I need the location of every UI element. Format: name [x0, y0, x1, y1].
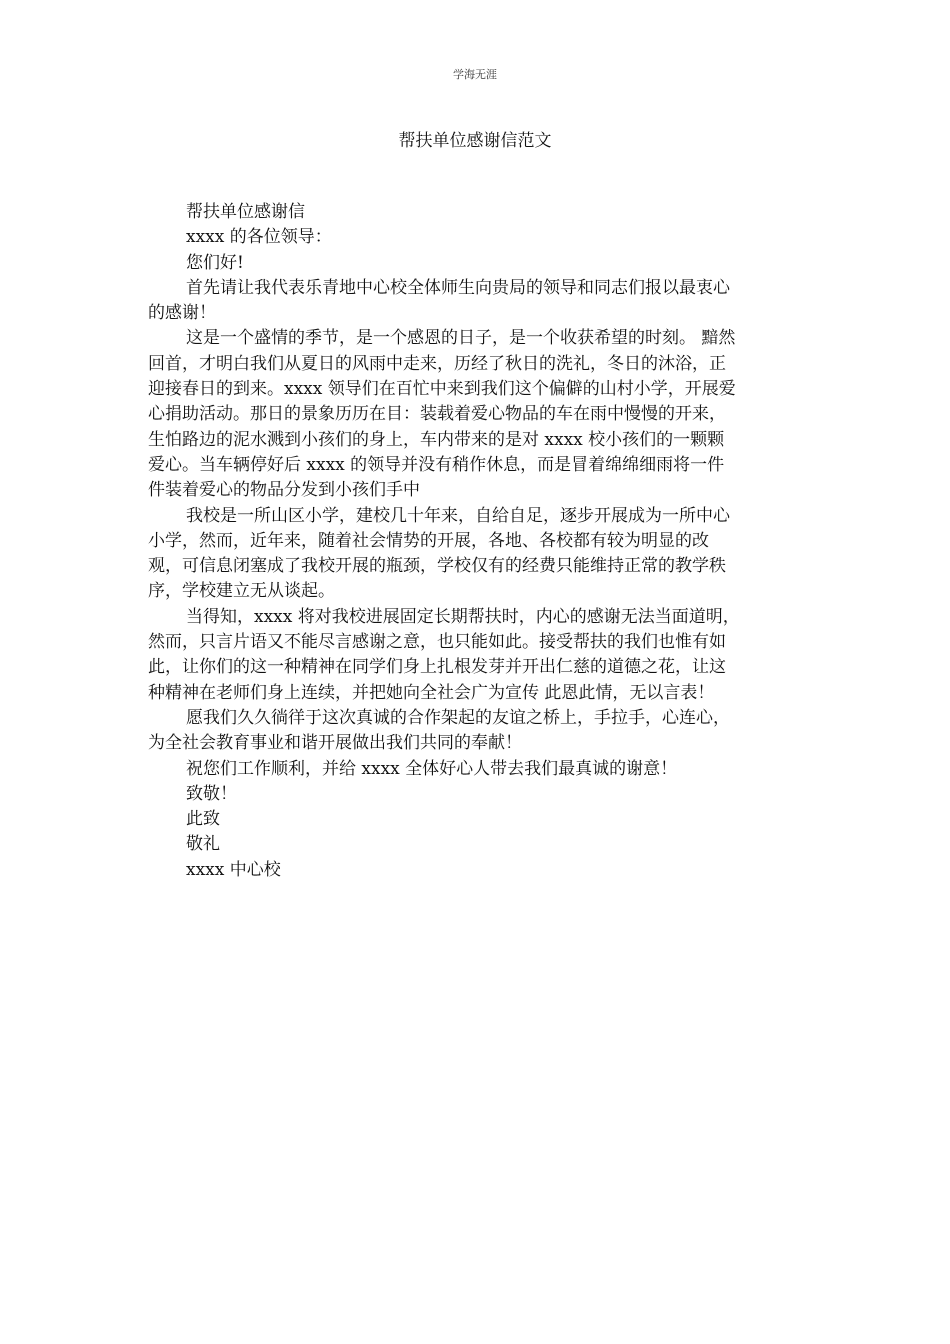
closing-respect: 致敬！ — [186, 783, 237, 804]
paragraph-line: 愿我们久久徜徉于这次真诚的合作架起的友谊之桥上，手拉手，心连心， — [186, 707, 730, 728]
paragraph-line: 迎接春日的到来。xxxx 领导们在百忙中来到我们这个偏僻的山村小学，开展爱 — [148, 379, 736, 400]
paragraph-line: 心捐助活动。那日的景象历历在目：装载着爱心物品的车在雨中慢慢的开来， — [148, 404, 726, 425]
paragraph-line: 观，可信息闭塞成了我校开展的瓶颈，学校仅有的经费只能维持正常的教学秩 — [148, 556, 726, 577]
paragraph-line: 件装着爱心的物品分发到小孩们手中 — [148, 480, 420, 501]
paragraph-2 — [148, 326, 802, 503]
document-title: 帮扶单位感谢信范文 — [398, 131, 552, 151]
page-header: 学海无涯 — [453, 68, 497, 81]
paragraph-1 — [148, 276, 802, 327]
paragraph-4 — [148, 605, 802, 706]
letter-greeting: 您们好! — [186, 252, 244, 273]
paragraph-line: 回首，才明白我们从夏日的风雨中走来，历经了秋日的洗礼，冬日的沐浴，正 — [148, 353, 726, 374]
paragraph-line: 种精神在老师们身上连续，并把她向全社会广为宣传 此恩此情，无以言表！ — [148, 682, 715, 703]
paragraph-line: 小学，然而，近年来，随着社会情势的开展，各地、各校都有较为明显的改 — [148, 530, 709, 551]
letter-body — [148, 200, 802, 883]
paragraph-3 — [148, 504, 802, 605]
paragraph-line: 我校是一所山区小学，建校几十年来，自给自足，逐步开展成为一所中心 — [186, 505, 730, 526]
paragraph-5 — [148, 706, 802, 757]
paragraph-6: 祝您们工作顺利，并给 xxxx 全体好心人带去我们最真诚的谢意！ — [186, 758, 678, 779]
paragraph-line: 爱心。当车辆停好后 xxxx 的领导并没有稍作休息，而是冒着绵绵细雨将一件 — [148, 454, 725, 475]
paragraph-line: 为全社会教育事业和谐开展做出我们共同的奉献！ — [148, 733, 522, 754]
signature: xxxx 中心校 — [186, 859, 281, 880]
letter-heading: 帮扶单位感谢信 — [186, 202, 305, 222]
closing-cizhi: 此致 — [186, 809, 220, 830]
paragraph-line: 这是一个盛情的季节，是一个感恩的日子，是一个收获希望的时刻。 黯然 — [186, 328, 736, 349]
paragraph-line: 此，让你们的这一种精神在同学们身上扎根发芽并开出仁慈的道德之花，让这 — [148, 657, 726, 678]
paragraph-line: 的感谢！ — [148, 303, 216, 324]
paragraph-line: 然而，只言片语又不能尽言感谢之意，也只能如此。接受帮扶的我们也惟有如 — [148, 632, 726, 653]
closing-jingli: 敬礼 — [186, 834, 220, 855]
paragraph-line: 生怕路边的泥水溅到小孩们的身上，车内带来的是对 xxxx 校小孩们的一颗颗 — [148, 429, 725, 450]
paragraph-line: 当得知，xxxx 将对我校进展固定长期帮扶时，内心的感谢无法当面道明， — [186, 606, 740, 627]
letter-salutation: xxxx 的各位领导： — [186, 227, 332, 248]
paragraph-line: 首先请让我代表乐青地中心校全体师生向贵局的领导和同志们报以最衷心 — [186, 277, 730, 298]
paragraph-line: 序，学校建立无从谈起。 — [148, 581, 335, 602]
